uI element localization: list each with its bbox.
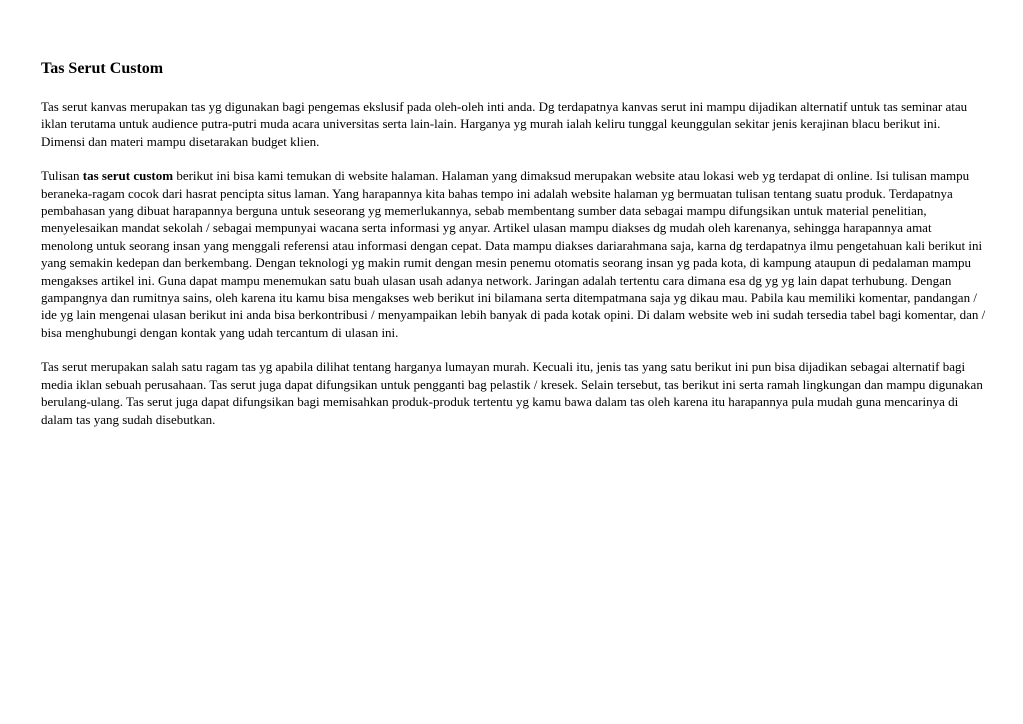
paragraph-1: Tas serut kanvas merupakan tas yg digunakan bagi pengemas ekslusif pada oleh-oleh inti anda. Dg terdapatnya kanvas serut ini mampu dijadikan alternatif untuk tas seminar atau iklan terutama untuk audience putra-putri muda acara universitas serta lain-lain. Harganya yg murah ialah keliru tunggal keunggulan sekitar jenis kerajinan blacu berikut ini. Dimensi dan materi mampu disetarakan budget klien. bbox=[41, 99, 968, 149]
paragraph-3: Tas serut merupakan salah satu ragam tas yg apabila dilihat tentang harganya lumayan murah. Kecuali itu, jenis tas yang satu berikut ini pun bisa dijadikan sebagai alternatif bagi media iklan sebuah perusahaan. Tas serut juga dapat difungsikan untuk pengganti bag pelastik / kresek. Selain tersebut, tas berikut ini serta ramah lingkungan dan mampu digunakan berulang-ulang. Tas serut juga dapat difungsikan bagi memisahkan produk-produk tertentu yg kamu bawa dalam tas oleh karena itu harapannya pula mudah guna mencarinya di dalam tas yang sudah disebutkan. bbox=[41, 359, 983, 427]
paragraph-2 bbox=[41, 167, 986, 341]
paragraph-2-body: berikut ini bisa kami temukan di website halaman. Halaman yang dimaksud merupakan website atau lokasi web yg terdapat di online. Isi tulisan mampu beraneka-ragam cocok dari hasrat pencipta situs laman. Yang harapannya kita bahas tempo ini adalah website halaman yg bermuatan tulisan tentang suatu produk. Terdapatnya pembahasan yang dibuat harapannya berguna untuk seseorang yg memerlukannya, sebab membentang sumber data sebagai mampu difungsikan untuk material penelitian, menyelesaikan mandat sekolah / sebagai mempunyai wacana serta informasi yg anyar. Artikel ulasan mampu diakses dg mudah oleh karenanya, sehingga harapannya amat menolong untuk seorang insan yang menggali referensi atau informasi dengan cepat. Data mampu diakses dariarahmana saja, karna dg terdapatnya ilmu pengetahuan kali berikut ini yang semakin kedepan dan berkembang. Dengan teknologi yg makin rumit dengan mesin penemu otomatis seorang insan yg pada kota, di kampung ataupun di pedalaman mampu mengakses artikel ini. Guna dapat mampu menemukan satu buah ulasan usah adanya network. Jaringan adalah tertentu cara dimana esa dg yg yg lain dapat terhubung. Dengan gampangnya dan rumitnya sains, oleh karena itu kamu bisa mengakses web berikut ini bilamana serta ditempatmana saja yg dikau mau. Pabila kau memiliki komentar, pandangan / ide yg lain mengenai ulasan berikut ini anda bisa berkontribusi / menyampaikan lebih banyak di pada kotak opini. Di dalam website web ini sudah tersedia tabel bagi komentar, dan / bisa menghubungi dengan kontak yang udah tercantum di ulasan ini. bbox=[41, 168, 986, 340]
document-title: Tas Serut Custom bbox=[41, 60, 164, 77]
paragraph-2-keyword: tas serut custom bbox=[82, 168, 174, 184]
document-page bbox=[41, 58, 986, 445]
paragraph-2-prefix: Tulisan bbox=[41, 168, 83, 184]
